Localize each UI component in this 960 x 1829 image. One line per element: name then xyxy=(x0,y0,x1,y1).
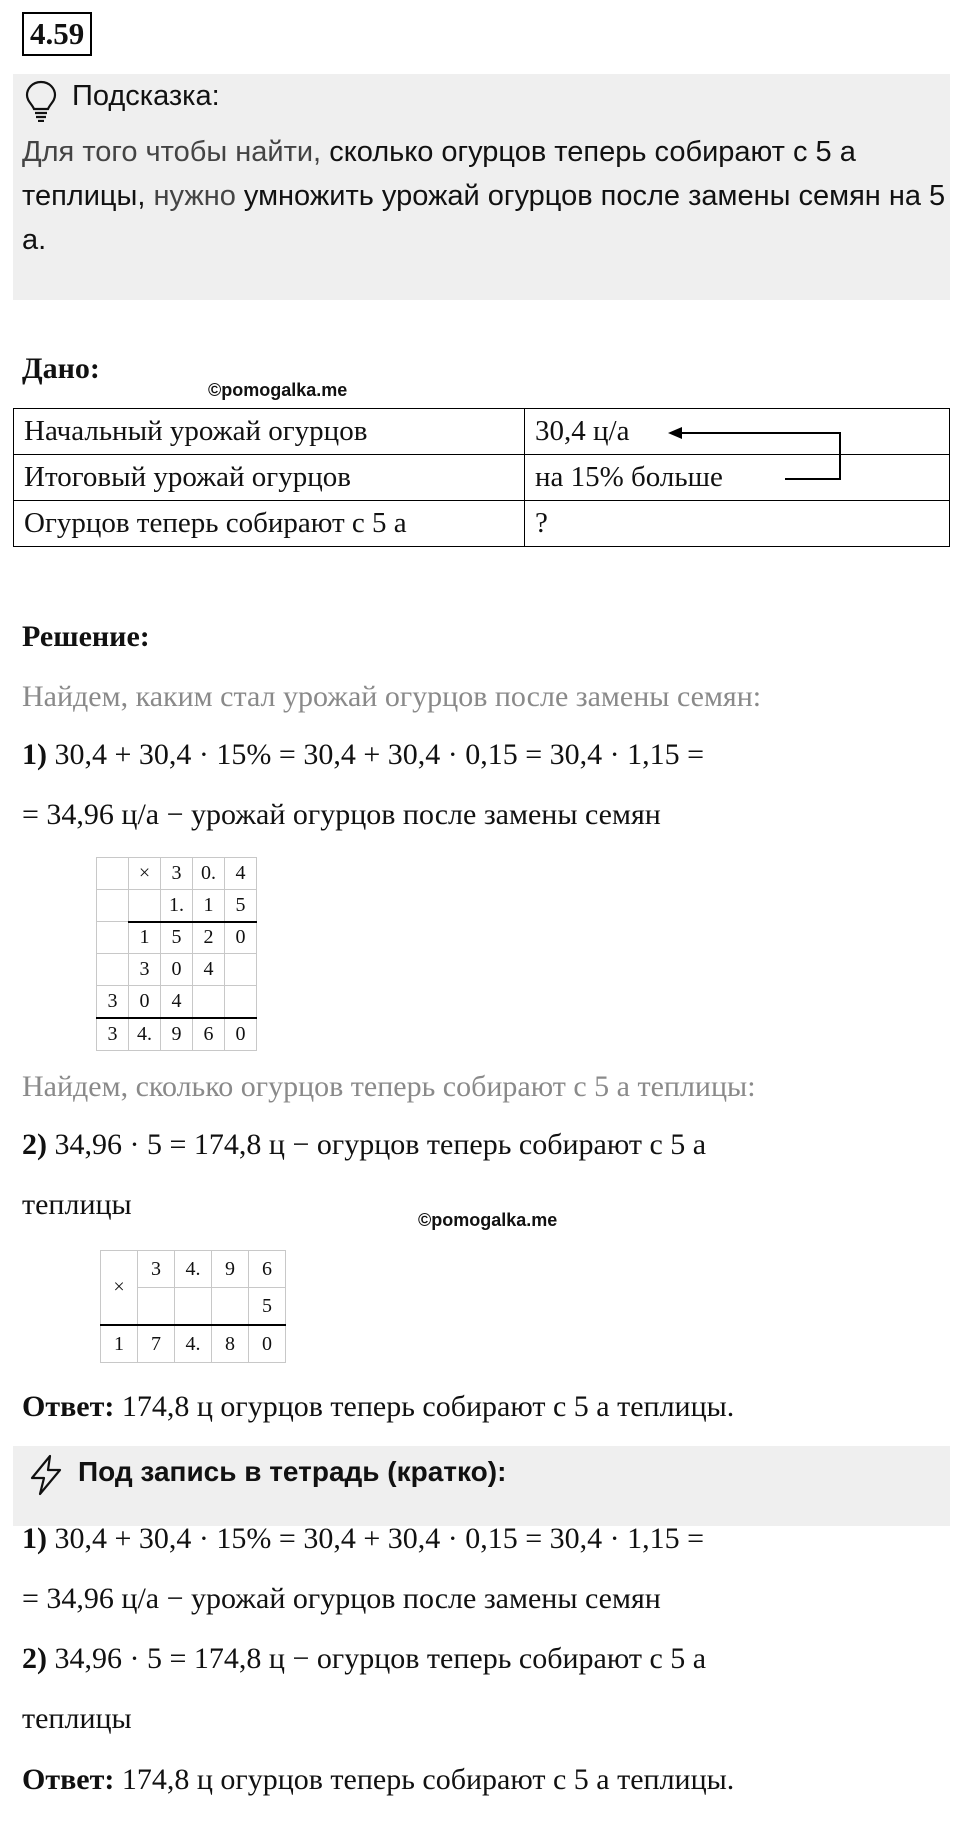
given-value: ? xyxy=(525,501,950,547)
notes-title: Под запись в тетрадь (кратко): xyxy=(78,1456,507,1487)
grid-cell: 1. xyxy=(161,890,193,922)
grid-cell: 6 xyxy=(193,1018,225,1051)
grid-cell: 8 xyxy=(212,1325,249,1363)
grid-cell: × xyxy=(101,1251,138,1326)
grid-cell: 1 xyxy=(129,922,161,954)
grid-cell: 9 xyxy=(212,1251,249,1288)
given-label: Огурцов теперь собирают с 5 а xyxy=(14,501,525,547)
grid-cell: 0. xyxy=(193,858,225,890)
notes-line2: = 34,96 ц/а − урожай огурцов после замены семян xyxy=(22,1582,661,1615)
step2-line1 xyxy=(22,1128,706,1162)
given-label: Начальный урожай огурцов xyxy=(14,409,525,455)
given-heading: Дано: xyxy=(22,352,100,385)
step2-line2: теплицы xyxy=(22,1188,132,1221)
grid-cell xyxy=(138,1288,175,1326)
hint-text xyxy=(22,130,952,262)
grid-cell xyxy=(97,858,129,890)
step2-number: 2) xyxy=(22,1128,47,1161)
grid-cell: 0 xyxy=(161,954,193,986)
grid-cell: 5 xyxy=(161,922,193,954)
notes-step1-expression: 30,4 + 30,4 · 15% = 30,4 + 30,4 · 0,15 = 30,4 · 1,15 = xyxy=(47,1522,705,1555)
grid-cell: 0 xyxy=(249,1325,286,1363)
grid-cell: 4 xyxy=(225,858,257,890)
grid-cell: 3 xyxy=(138,1251,175,1288)
grid-cell: 3 xyxy=(129,954,161,986)
hint-text-part2: сколько огурцов теперь собирают с 5 а теплицы, xyxy=(22,136,856,212)
grid-cell xyxy=(97,922,129,954)
hint-text-part4: умножить урожай огурцов после замены семян на 5 а. xyxy=(22,180,946,256)
grid-cell: 1 xyxy=(193,890,225,922)
step1-expression: 30,4 + 30,4 · 15% = 30,4 + 30,4 · 0,15 = 30,4 · 1,15 = xyxy=(47,738,705,771)
grid-cell xyxy=(97,954,129,986)
notes-answer-line xyxy=(22,1763,734,1797)
arrow-icon xyxy=(660,420,850,490)
grid-cell: 0 xyxy=(129,986,161,1019)
grid-cell: 0 xyxy=(225,922,257,954)
notes-step2-number: 2) xyxy=(22,1642,47,1675)
solution-heading: Решение: xyxy=(22,620,150,653)
watermark: ©pomogalka.me xyxy=(208,380,348,400)
grid-cell: 3 xyxy=(97,986,129,1019)
grid-cell xyxy=(225,986,257,1019)
watermark: ©pomogalka.me xyxy=(418,1210,558,1230)
step1-intro: Найдем, каким стал урожай огурцов после замены семян: xyxy=(22,680,762,713)
grid-cell xyxy=(225,954,257,986)
notes-line3 xyxy=(22,1642,706,1676)
step1-number: 1) xyxy=(22,738,47,771)
step2-intro: Найдем, сколько огурцов теперь собирают с 5 а теплицы: xyxy=(22,1070,756,1103)
notes-line4: теплицы xyxy=(22,1702,132,1735)
answer-text: 174,8 ц огурцов теперь собирают с 5 а теплицы. xyxy=(114,1390,735,1423)
problem-number: 4.59 xyxy=(22,12,92,56)
step1-line1 xyxy=(22,738,704,772)
notes-answer-label: Ответ: xyxy=(22,1763,115,1796)
grid-cell: 5 xyxy=(249,1288,286,1326)
grid-cell: 4 xyxy=(193,954,225,986)
grid-cell: 2 xyxy=(193,922,225,954)
grid-cell: 0 xyxy=(225,1018,257,1051)
grid-cell: 4. xyxy=(175,1251,212,1288)
notes-step1-number: 1) xyxy=(22,1522,47,1555)
grid-cell: × xyxy=(129,858,161,890)
answer-label: Ответ: xyxy=(22,1390,115,1423)
grid-cell: 6 xyxy=(249,1251,286,1288)
grid-cell xyxy=(97,890,129,922)
grid-cell xyxy=(175,1288,212,1326)
grid-cell xyxy=(193,986,225,1019)
given-value: на 15% больше xyxy=(525,455,950,501)
notes-step2-expression: 34,96 · 5 = 174,8 ц − огурцов теперь собирают с 5 а xyxy=(47,1642,707,1675)
grid-cell: 4. xyxy=(129,1018,161,1051)
lightbulb-icon xyxy=(24,80,58,122)
multiplication-grid-1 xyxy=(96,857,257,1051)
grid-cell xyxy=(129,890,161,922)
multiplication-grid-2 xyxy=(100,1250,286,1363)
grid-cell: 4. xyxy=(175,1325,212,1363)
grid-cell xyxy=(212,1288,249,1326)
given-label: Итоговый урожай огурцов xyxy=(14,455,525,501)
table-row xyxy=(14,501,950,547)
hint-text-part3: нужно xyxy=(145,180,244,212)
step2-expression: 34,96 · 5 = 174,8 ц − огурцов теперь собирают с 5 а xyxy=(47,1128,707,1161)
step1-line2: = 34,96 ц/а − урожай огурцов после замены семян xyxy=(22,798,661,831)
grid-cell: 7 xyxy=(138,1325,175,1363)
grid-cell: 9 xyxy=(161,1018,193,1051)
hint-title: Подсказка: xyxy=(72,80,220,112)
given-value: 30,4 ц/а xyxy=(525,409,950,455)
hint-text-part1: Для того чтобы найти, xyxy=(22,136,330,168)
grid-cell: 3 xyxy=(97,1018,129,1051)
notes-answer-text: 174,8 ц огурцов теперь собирают с 5 а теплицы. xyxy=(114,1763,735,1796)
answer-line xyxy=(22,1390,734,1424)
notes-line1 xyxy=(22,1522,704,1556)
grid-cell: 5 xyxy=(225,890,257,922)
grid-cell: 1 xyxy=(101,1325,138,1363)
grid-cell: 4 xyxy=(161,986,193,1019)
lightning-icon xyxy=(26,1454,66,1496)
grid-cell: 3 xyxy=(161,858,193,890)
